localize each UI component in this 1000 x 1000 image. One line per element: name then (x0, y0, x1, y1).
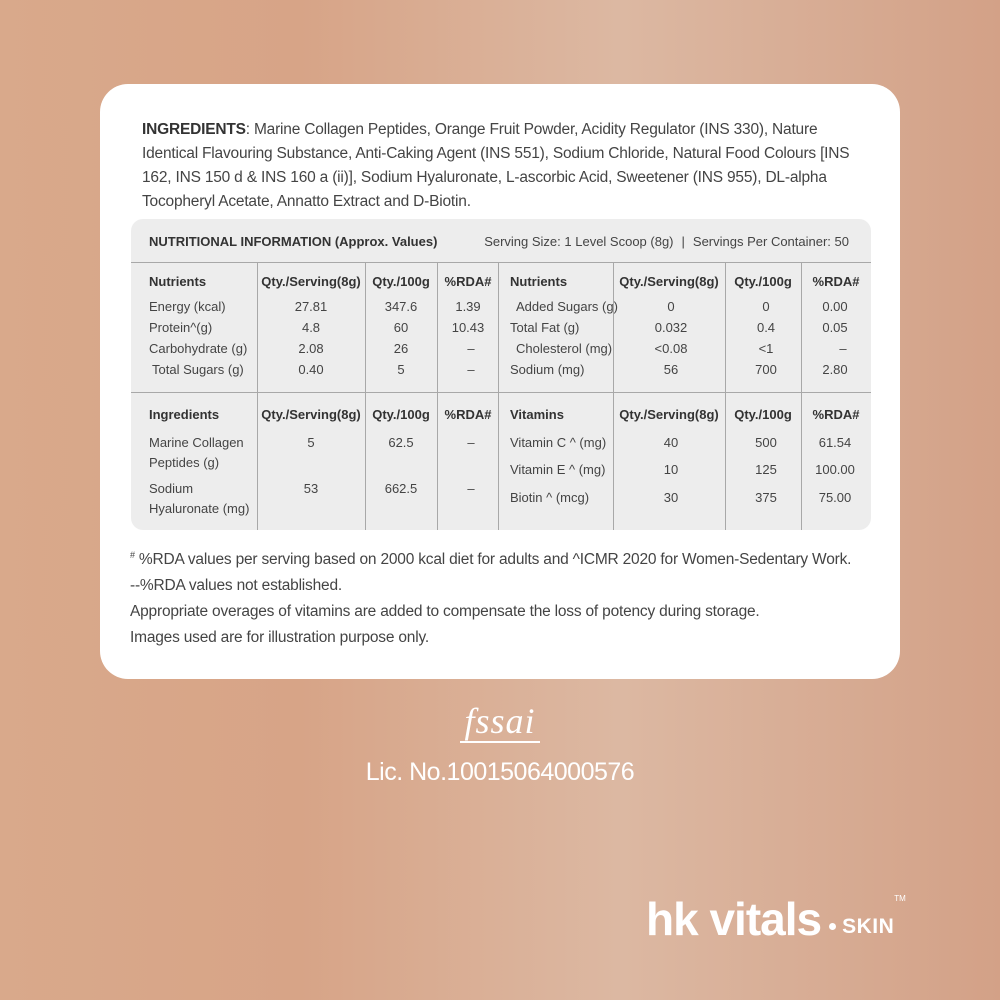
nutrient-serving: 2.08 (298, 341, 324, 356)
vitamin-serving: 40 (663, 435, 679, 450)
ingredient-rda: – (467, 435, 475, 450)
nutrient-name: Total Fat (g) (510, 320, 580, 335)
vitamin-per100: 500 (755, 435, 777, 450)
header-rda: %RDA# (444, 274, 492, 289)
header-per-100g: Qty./100g (372, 274, 430, 289)
column-divider (725, 262, 726, 530)
fssai-logo (0, 700, 1000, 742)
footnote-rda-basis (130, 542, 890, 573)
ingredient-serving: 53 (303, 481, 319, 496)
nutrient-rda: 0.05 (822, 320, 848, 335)
header-per-serving: Qty./Serving(8g) (261, 274, 361, 289)
nutrient-name: Protein^(g) (149, 320, 213, 335)
vitamin-rda: 75.00 (818, 490, 852, 505)
nutrient-name: Energy (kcal) (149, 299, 226, 314)
header-per-serving: Qty./Serving(8g) (261, 407, 361, 422)
header-nutrients: Nutrients (149, 274, 207, 289)
nutrient-rda: – (467, 341, 475, 356)
nutrient-serving: 4.8 (301, 320, 321, 335)
vitamin-rda: 100.00 (815, 462, 855, 477)
ingredient-per100: 62.5 (388, 435, 414, 450)
nutrient-per100: 347.6 (384, 299, 418, 314)
brand-name: hk vitals (646, 893, 822, 945)
vitamin-name: Vitamin C ^ (mg) (510, 435, 607, 450)
header-rda: %RDA# (444, 407, 492, 422)
ingredient-serving: 5 (307, 435, 315, 450)
ingredient-per100: 662.5 (384, 481, 418, 496)
ingredient-rda: – (467, 481, 475, 496)
trademark-mark: TM (894, 894, 906, 903)
footnote-images: Images used are for illustration purpose only. (130, 629, 429, 647)
nutrient-name: Carbohydrate (g) (149, 341, 248, 356)
footnotes (130, 542, 890, 651)
nutrient-rda: 0.00 (822, 299, 848, 314)
nutrient-serving: 0.032 (654, 320, 688, 335)
serving-info (484, 234, 849, 249)
nutrient-serving: <0.08 (654, 341, 688, 356)
brand-sub: SKIN (842, 914, 895, 938)
vitamin-serving: 30 (663, 490, 679, 505)
footnote-overages: Appropriate overages of vitamins are added to compensate the loss of potency during storage. (130, 603, 760, 621)
header-rda-right: %RDA# (812, 407, 860, 422)
brand-dot-icon (829, 923, 836, 930)
header-nutrients-right: Nutrients (510, 274, 568, 289)
nutrient-serving: 0.40 (298, 362, 324, 377)
nutrient-serving: 56 (663, 362, 679, 377)
header-vitamins: Vitamins (510, 407, 564, 422)
vitamin-per100: 125 (755, 462, 777, 477)
nutrient-per100: 0 (762, 299, 770, 314)
nutrient-rda: 10.43 (451, 320, 485, 335)
nutrient-name: Added Sugars (g) (516, 299, 618, 314)
brand-logo (646, 892, 906, 946)
ingredients-list: : Marine Collagen Peptides, Orange Fruit Powder, Acidity Regulator (INS 330), Nature Identical Flavouring Substance, Anti-Caking Agent (INS 551), Sodium Chloride, Natural Food Colours [INS 162, INS 150 d & INS 160 a (ii)], Sodium Hyaluronate, L-ascorbic Acid, Sweetener (INS 955), DL-alpha Tocopheryl Acetate, Annatto Extract and D-Biotin. (142, 121, 850, 210)
column-divider (437, 262, 438, 530)
ingredients-label: INGREDIENTS (142, 121, 246, 138)
vitamin-rda: 61.54 (818, 435, 852, 450)
nutrient-serving: 27.81 (294, 299, 328, 314)
fssai-logo-text: fssai (460, 701, 539, 743)
nutrient-rda: – (839, 341, 847, 356)
header-per-serving-right: Qty./Serving(8g) (619, 407, 719, 422)
nutrient-per100: 0.4 (756, 320, 776, 335)
column-divider (257, 262, 258, 530)
ingredients-text (142, 118, 862, 214)
header-rda-right: %RDA# (812, 274, 860, 289)
ingredient-name-line1: Marine Collagen (149, 435, 244, 450)
footnote-mark: # (130, 550, 135, 560)
ingredient-name-line1: Sodium (149, 481, 194, 496)
nutrient-name: Cholesterol (mg) (516, 341, 613, 356)
column-divider (801, 262, 802, 530)
serving-size: Serving Size: 1 Level Scoop (8g) (484, 234, 674, 249)
nutrient-rda: 1.39 (455, 299, 481, 314)
ingredient-name-line2: Peptides (g) (149, 455, 220, 470)
nutrient-per100: 700 (755, 362, 777, 377)
header-per-100g-right: Qty./100g (734, 407, 792, 422)
license-number: Lic. No.10015064000576 (365, 758, 635, 786)
info-card (100, 84, 900, 679)
header-per-100g-right: Qty./100g (734, 274, 792, 289)
nutrient-per100: 26 (393, 341, 409, 356)
vitamin-name: Biotin ^ (mcg) (510, 490, 590, 505)
table-divider-middle (131, 392, 871, 393)
ingredient-name-line2: Hyaluronate (mg) (149, 501, 250, 516)
nutrient-per100: <1 (758, 341, 774, 356)
column-divider (498, 262, 499, 530)
vitamin-per100: 375 (755, 490, 777, 505)
nutrient-rda: 2.80 (822, 362, 848, 377)
header-per-serving-right: Qty./Serving(8g) (619, 274, 719, 289)
nutrient-name: Total Sugars (g) (152, 362, 244, 377)
column-divider (365, 262, 366, 530)
nutrition-table (131, 219, 871, 530)
serving-separator: | (681, 234, 685, 249)
table-divider-top (131, 262, 871, 263)
footnote-rda-text: %RDA values per serving based on 2000 kcal diet for adults and ^ICMR 2020 for Women-Sedentary Work. (134, 551, 852, 569)
nutrition-header (131, 219, 871, 262)
header-per-100g: Qty./100g (372, 407, 430, 422)
nutrition-title: NUTRITIONAL INFORMATION (Approx. Values) (149, 234, 438, 249)
nutrient-per100: 60 (393, 320, 409, 335)
nutrient-per100: 5 (397, 362, 405, 377)
nutrient-rda: – (467, 362, 475, 377)
servings-per-container: Servings Per Container: 50 (692, 234, 849, 249)
nutrient-name: Sodium (mg) (510, 362, 585, 377)
header-ingredients: Ingredients (149, 407, 220, 422)
vitamin-serving: 10 (663, 462, 679, 477)
footnote-not-established: --%RDA values not established. (130, 577, 342, 595)
nutrient-serving: 0 (667, 299, 675, 314)
vitamin-name: Vitamin E ^ (mg) (510, 462, 606, 477)
